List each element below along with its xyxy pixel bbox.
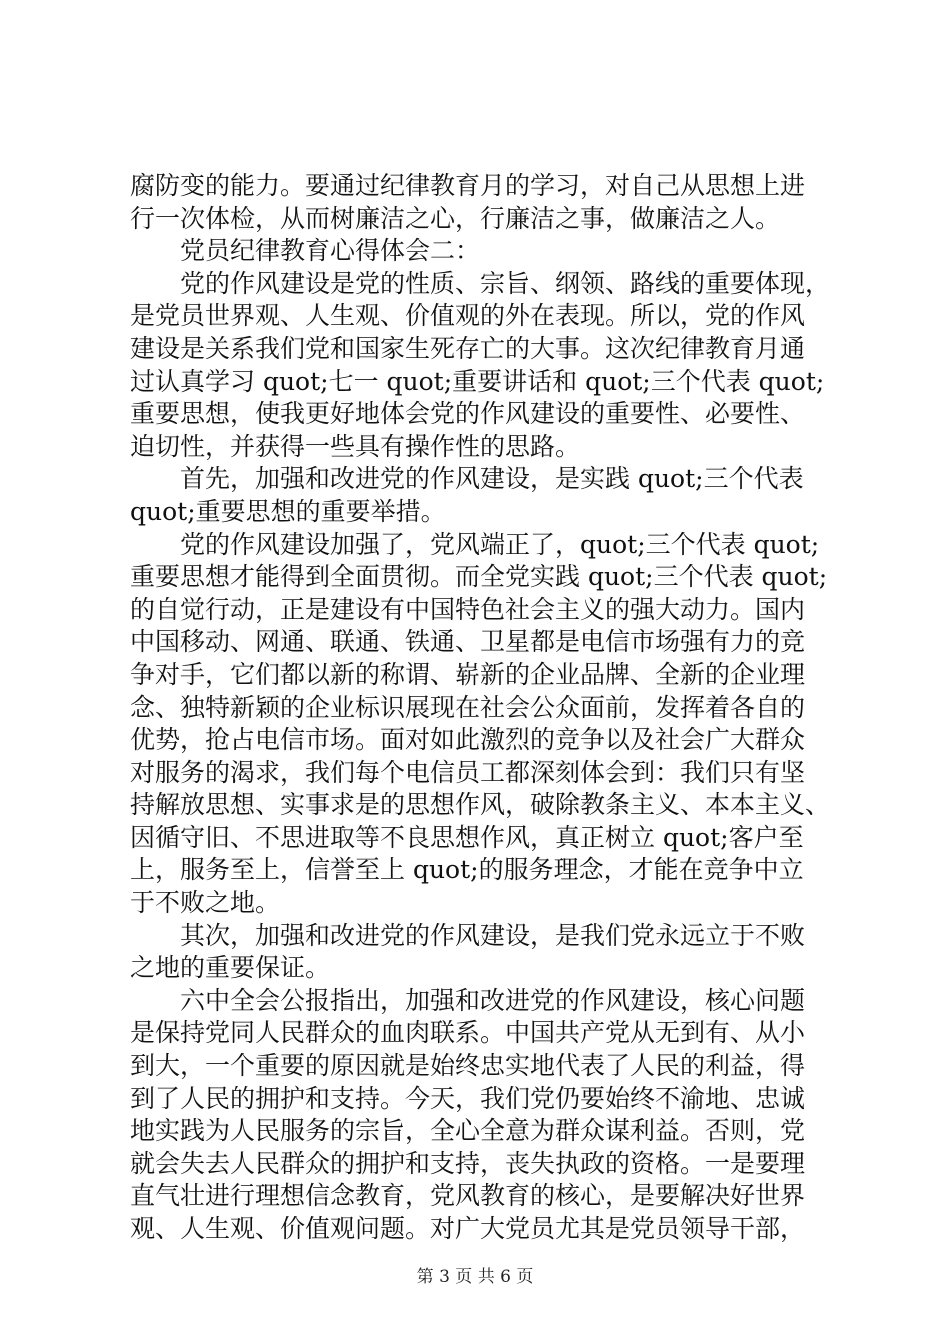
text-line: 上，服务至上，信誉至上 quot;的服务理念，才能在竞争中立	[130, 855, 804, 885]
text-line: 优势，抢占电信市场。面对如此激烈的竞争以及社会广大群众	[130, 725, 806, 755]
text-line: 首先，加强和改进党的作风建设，是实践 quot;三个代表	[130, 464, 804, 494]
text-line: quot;重要思想的重要举措。	[130, 496, 446, 526]
section-heading: 党员纪律教育心得体会二：	[130, 236, 481, 266]
text-line: 党的作风建设是党的性质、宗旨、纲领、路线的重要体现，	[130, 268, 831, 298]
text-line: 重要思想才能得到全面贯彻。而全党实践 quot;三个代表 quot;	[130, 562, 828, 592]
text-line: 六中全会公报指出，加强和改进党的作风建设，核心问题	[130, 985, 806, 1015]
text-line: 到了人民的拥护和支持。今天，我们党仍要始终不渝地、忠诚	[130, 1083, 806, 1113]
text-line: 就会失去人民群众的拥护和支持，丧失执政的资格。一是要理	[130, 1148, 806, 1178]
text-line: 因循守旧、不思进取等不良思想作风，真正树立 quot;客户至	[130, 822, 804, 852]
document-body	[130, 170, 830, 1246]
text-line: 念、独特新颖的企业标识展现在社会公众面前，发挥着各自的	[130, 692, 806, 722]
text-line: 腐防变的能力。要通过纪律教育月的学习，对自己从思想上进	[130, 171, 806, 200]
text-line: 的自觉行动，正是建设有中国特色社会主义的强大动力。国内	[130, 594, 806, 624]
text-line: 建设是关系我们党和国家生死存亡的大事。这次纪律教育月通	[130, 333, 806, 363]
text-line: 重要思想，使我更好地体会党的作风建设的重要性、必要性、	[130, 399, 806, 429]
text-line: 中国移动、网通、联通、铁通、卫星都是电信市场强有力的竞	[130, 627, 806, 657]
text-line: 党的作风建设加强了，党风端正了，quot;三个代表 quot;	[130, 529, 820, 559]
text-line: 争对手，它们都以新的称谓、崭新的企业品牌、全新的企业理	[130, 659, 806, 689]
text-line: 是党员世界观、人生观、价值观的外在表现。所以，党的作风	[130, 301, 806, 331]
text-line: 直气壮进行理想信念教育，党风教育的核心，是要解决好世界	[130, 1181, 806, 1211]
text-line: 是保持党同人民群众的血肉联系。中国共产党从无到有、从小	[130, 1018, 806, 1048]
text-line: 行一次体检，从而树廉洁之心，行廉洁之事，做廉洁之人。	[130, 203, 781, 233]
text-line: 持解放思想、实事求是的思想作风，破除教条主义、本本主义、	[130, 790, 831, 820]
text-line: 迫切性，并获得一些具有操作性的思路。	[130, 431, 581, 461]
page-number-footer: 第 3 页 共 6 页	[416, 1267, 534, 1287]
text-line: 于不败之地。	[130, 888, 281, 918]
text-line: 对服务的渴求，我们每个电信员工都深刻体会到：我们只有坚	[130, 757, 806, 787]
text-line: 地实践为人民服务的宗旨，全心全意为群众谋利益。否则，党	[130, 1116, 806, 1146]
text-line: 到大，一个重要的原因就是始终忠实地代表了人民的利益，得	[130, 1051, 806, 1081]
text-line: 观、人生观、价值观问题。对广大党员尤其是党员领导干部，	[130, 1214, 806, 1243]
text-line: 之地的重要保证。	[130, 953, 331, 983]
text-line: 过认真学习 quot;七一 quot;重要讲话和 quot;三个代表 quot;	[130, 366, 825, 396]
text-line: 其次，加强和改进党的作风建设，是我们党永远立于不败	[130, 920, 806, 950]
